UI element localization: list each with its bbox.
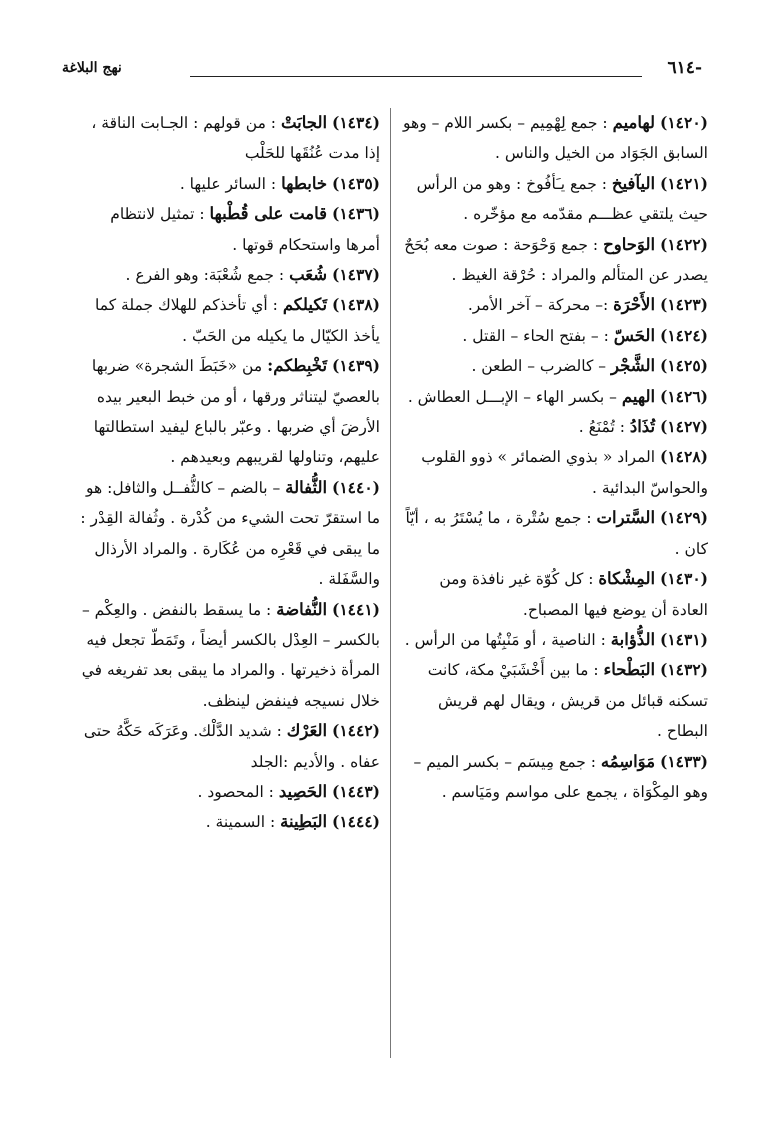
glossary-entry — [72, 473, 380, 595]
glossary-entry — [72, 595, 380, 717]
glossary-entry — [400, 412, 708, 442]
glossary-entry — [400, 382, 708, 412]
entry-term: لهاميم — [612, 113, 656, 132]
glossary-entry — [400, 290, 708, 320]
glossary-entry — [72, 108, 380, 169]
entry-definition: : ما بين أَخْشَبَيْ مكة، كانت تسكنه قبائل من قريش ، ويقال لهم قريش البطاح . — [427, 661, 708, 741]
entry-number: (١٤٤١) — [332, 599, 380, 619]
entry-number: (١٤٤٠) — [332, 477, 380, 497]
entry-term: خابطها — [281, 173, 328, 193]
glossary-entry — [72, 199, 380, 260]
entry-term: الوَحاوح — [603, 234, 656, 254]
entry-number: (١٤٢٢) — [660, 234, 708, 254]
glossary-entry — [400, 108, 708, 169]
entry-term: الذُّؤابة — [610, 629, 656, 649]
left-column — [72, 108, 380, 838]
glossary-entry — [400, 169, 708, 230]
page-header — [62, 56, 702, 86]
entry-number: (١٤٣١) — [660, 629, 708, 649]
entry-definition: : أي تأخذكم للهلاك جملة كما يأخذ الكيّال ما يكيله من الحَبّ . — [95, 296, 380, 345]
entry-definition: : تمثيل لانتظام أمرها واستحكام قوتها . — [110, 205, 380, 254]
entry-term: النُّفاضة — [276, 599, 328, 619]
entry-number: (١٤٣٧) — [332, 265, 380, 285]
glossary-entry — [400, 655, 708, 746]
entry-definition: : من قولهم : الجـابت الناقة ، إذا مدت عُنُقَها للحَلْب — [91, 114, 380, 163]
entry-term: تُذَادُ — [629, 417, 656, 437]
entry-definition: : المحصود . — [197, 782, 274, 801]
entry-term: السَّترات — [596, 508, 656, 528]
entry-definition: : الناصية ، أو مَنْبِتُها من الرأس . — [404, 630, 606, 649]
entry-number: (١٤٣٨) — [332, 295, 380, 315]
entry-term: الحَصِيد — [278, 781, 328, 801]
entry-definition: – كالضرب – الطعن . — [471, 357, 607, 376]
entry-term: البَطْحاء — [603, 660, 656, 680]
page-number: -٦١٤ — [667, 58, 702, 78]
glossary-entry — [72, 351, 380, 473]
entry-definition: : – بفتح الحاء – القتل . — [462, 326, 609, 345]
glossary-entry — [72, 807, 380, 837]
entry-definition: : جمع سُتْرة ، ما يُسْتَرُ به ، أيّاً كان . — [405, 509, 708, 558]
entry-definition: – بالضم – كالثُّفــل والثافل: هو ما استقرّ تحت الشيء من كُدْرة . وثُفالة القِدْر : ما يبقى في قَعْرِه من عُكَارة . والمراد الأرذال والسَّفَلة . — [80, 478, 380, 589]
entry-number: (١٤٣٠) — [660, 569, 708, 589]
entry-number: (١٤٣٥) — [332, 173, 380, 193]
entry-definition: من «خَبَطَ الشجرة» ضربها بالعصيّ ليتناثر ورقها ، أو من خبط البعير بيده الأرضَ أي ضربها . وعبّر بالباع ليفيد استطالتها عليهم، وتناولها لقريبهم وبعيدهم . — [91, 357, 380, 467]
entry-definition: : تُمْنَعُ . — [578, 418, 625, 437]
entry-number: (١٤٤٤) — [332, 812, 380, 832]
entry-number: (١٤٢٣) — [660, 295, 708, 315]
entry-number: (١٤٣٢) — [660, 660, 708, 680]
entry-term: شُعَب — [289, 265, 328, 285]
header-rule — [190, 76, 642, 77]
entry-number: (١٤٤٢) — [332, 721, 380, 741]
glossary-entry — [400, 564, 708, 625]
glossary-entry — [72, 777, 380, 807]
entry-number: (١٤٢٩) — [660, 508, 708, 528]
entry-term: مَوَاسِمُه — [600, 751, 656, 771]
glossary-entry — [400, 503, 708, 564]
glossary-entry — [72, 716, 380, 777]
entry-definition: : كل كُوّة غير نافذة ومن العادة أن يوضع فيها المصباح. — [439, 570, 708, 619]
glossary-entry — [400, 230, 708, 291]
entry-number: (١٤٢٨) — [660, 447, 708, 467]
glossary-entry — [400, 747, 708, 808]
entry-term: البَطِينة — [280, 812, 328, 832]
glossary-entry — [72, 290, 380, 351]
entry-term: قامت على قُطْبها — [209, 204, 328, 224]
right-column — [400, 108, 708, 807]
entry-definition: : جمع لِهْمِيم – بكسر اللام – وهو السابق الجَوَاد من الخيل والناس . — [403, 114, 708, 163]
running-title: نهج البلاغة — [62, 60, 122, 76]
entry-number: (١٤٣٤) — [332, 113, 380, 132]
glossary-entry — [400, 625, 708, 655]
entry-term: العَرْك — [286, 721, 328, 741]
glossary-entry — [72, 260, 380, 290]
entry-definition: : جمع وَحْوَحة : صوت معه بُحَحٌ يصدر عن المتألم والمراد : حُرْقة الغيظ . — [404, 235, 708, 285]
entry-number: (١٤٢٤) — [660, 325, 708, 345]
entry-definition: : السمينة . — [205, 813, 276, 832]
entry-term: المِشْكاة — [598, 569, 656, 589]
entry-number: (١٤٣٦) — [332, 204, 380, 224]
entry-term: الثُّفالة — [285, 477, 328, 497]
entry-number: (١٤٢٧) — [660, 417, 708, 437]
entry-term: الأَحْرَة — [613, 295, 656, 315]
entry-number: (١٤٢٥) — [660, 356, 708, 376]
glossary-entry — [400, 321, 708, 351]
entry-definition: – بكسر الهاء – الإبـــل العطاش . — [407, 387, 617, 406]
entry-definition: : جمع مِيسَم – بكسر الميم – وهو المِكْوَاة ، يجمع على مواسم ومَيَاسم . — [413, 752, 708, 801]
entry-term: اليآفيخ — [611, 173, 656, 193]
entry-number: (١٤٢٠) — [660, 113, 708, 132]
column-divider — [390, 108, 391, 1058]
glossary-entry — [72, 169, 380, 199]
entry-term: الهيم — [621, 386, 656, 406]
entry-term: الشَّجْر — [610, 356, 656, 376]
entry-term: تَخْبِطكم: — [267, 356, 328, 376]
entry-definition: : شديد الدَّلْك. وعَرَكَه حَكَّهُ حتى عفاه . والأديم :الجلد — [83, 722, 380, 771]
entry-definition: : جمع شُعْبَة: وهو الفرع . — [125, 266, 285, 285]
glossary-entry — [400, 442, 708, 503]
entry-definition: المراد « بذوي الضمائر » ذوو القلوب والحواسّ البدائية . — [421, 448, 708, 497]
entry-number: (١٤٣٣) — [660, 751, 708, 771]
entry-definition: :– محركة – آخر الأمر. — [467, 296, 609, 315]
entry-definition: : السائر عليها . — [179, 174, 277, 193]
entry-term: الجابَتْ — [280, 113, 328, 132]
glossary-entry — [400, 351, 708, 381]
entry-number: (١٤٢١) — [660, 173, 708, 193]
entry-term: تَكيلكم — [282, 295, 328, 315]
entry-definition: : جمع يـَأفُوخ : وهو من الرأس حيث يلتقي عظـــم مقدّمه مع مؤخّره . — [416, 174, 708, 224]
entry-number: (١٤٢٦) — [660, 386, 708, 406]
entry-number: (١٤٤٣) — [332, 781, 380, 801]
entry-definition: : ما يسقط بالنفض . والعِكْم – بالكسر – العِدْل بالكسر أيضاً ، وتَمَطّ تجعل فيه المرأة ذخيرتها . والمراد ما يبقى بعد تفريغه في خلال نسيجه فينفض لينظف. — [81, 600, 380, 710]
entry-number: (١٤٣٩) — [332, 356, 380, 376]
entry-term: الحَسّ — [613, 325, 656, 345]
